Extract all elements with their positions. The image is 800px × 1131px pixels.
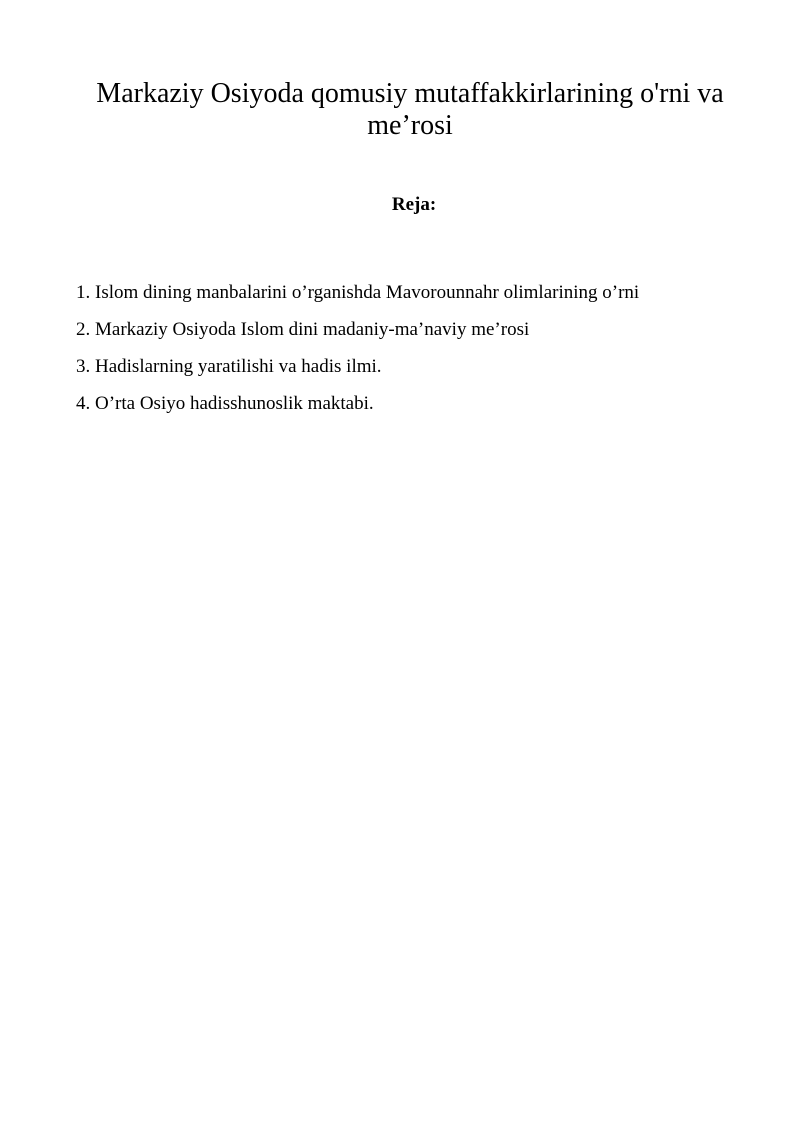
- plan-item-4: [76, 392, 776, 429]
- plan-item-text: O’rta Osiyo hadisshunoslik maktabi.: [95, 393, 374, 414]
- plan-item-number: 4.: [76, 393, 91, 414]
- plan-item-number: 1.: [76, 282, 91, 303]
- plan-item-number: 2.: [76, 319, 91, 340]
- plan-item-1: [76, 281, 776, 318]
- plan-item-text: Markaziy Osiyoda Islom dini madaniy-ma’naviy me’rosi: [95, 319, 530, 340]
- plan-item-3: [76, 355, 776, 392]
- plan-item-2: [76, 318, 776, 355]
- plan-item-number: 3.: [76, 356, 91, 377]
- plan-heading: Reja:: [391, 194, 437, 215]
- document-title: Markaziy Osiyoda qomusiy mutaffakkirlarining o'rni va me’rosi: [96, 78, 724, 141]
- plan-item-text: Hadislarning yaratilishi va hadis ilmi.: [95, 356, 382, 377]
- plan-item-text: Islom dining manbalarini o’rganishda Mavorounnahr olimlarining o’rni: [95, 282, 640, 303]
- plan-list: [76, 281, 776, 429]
